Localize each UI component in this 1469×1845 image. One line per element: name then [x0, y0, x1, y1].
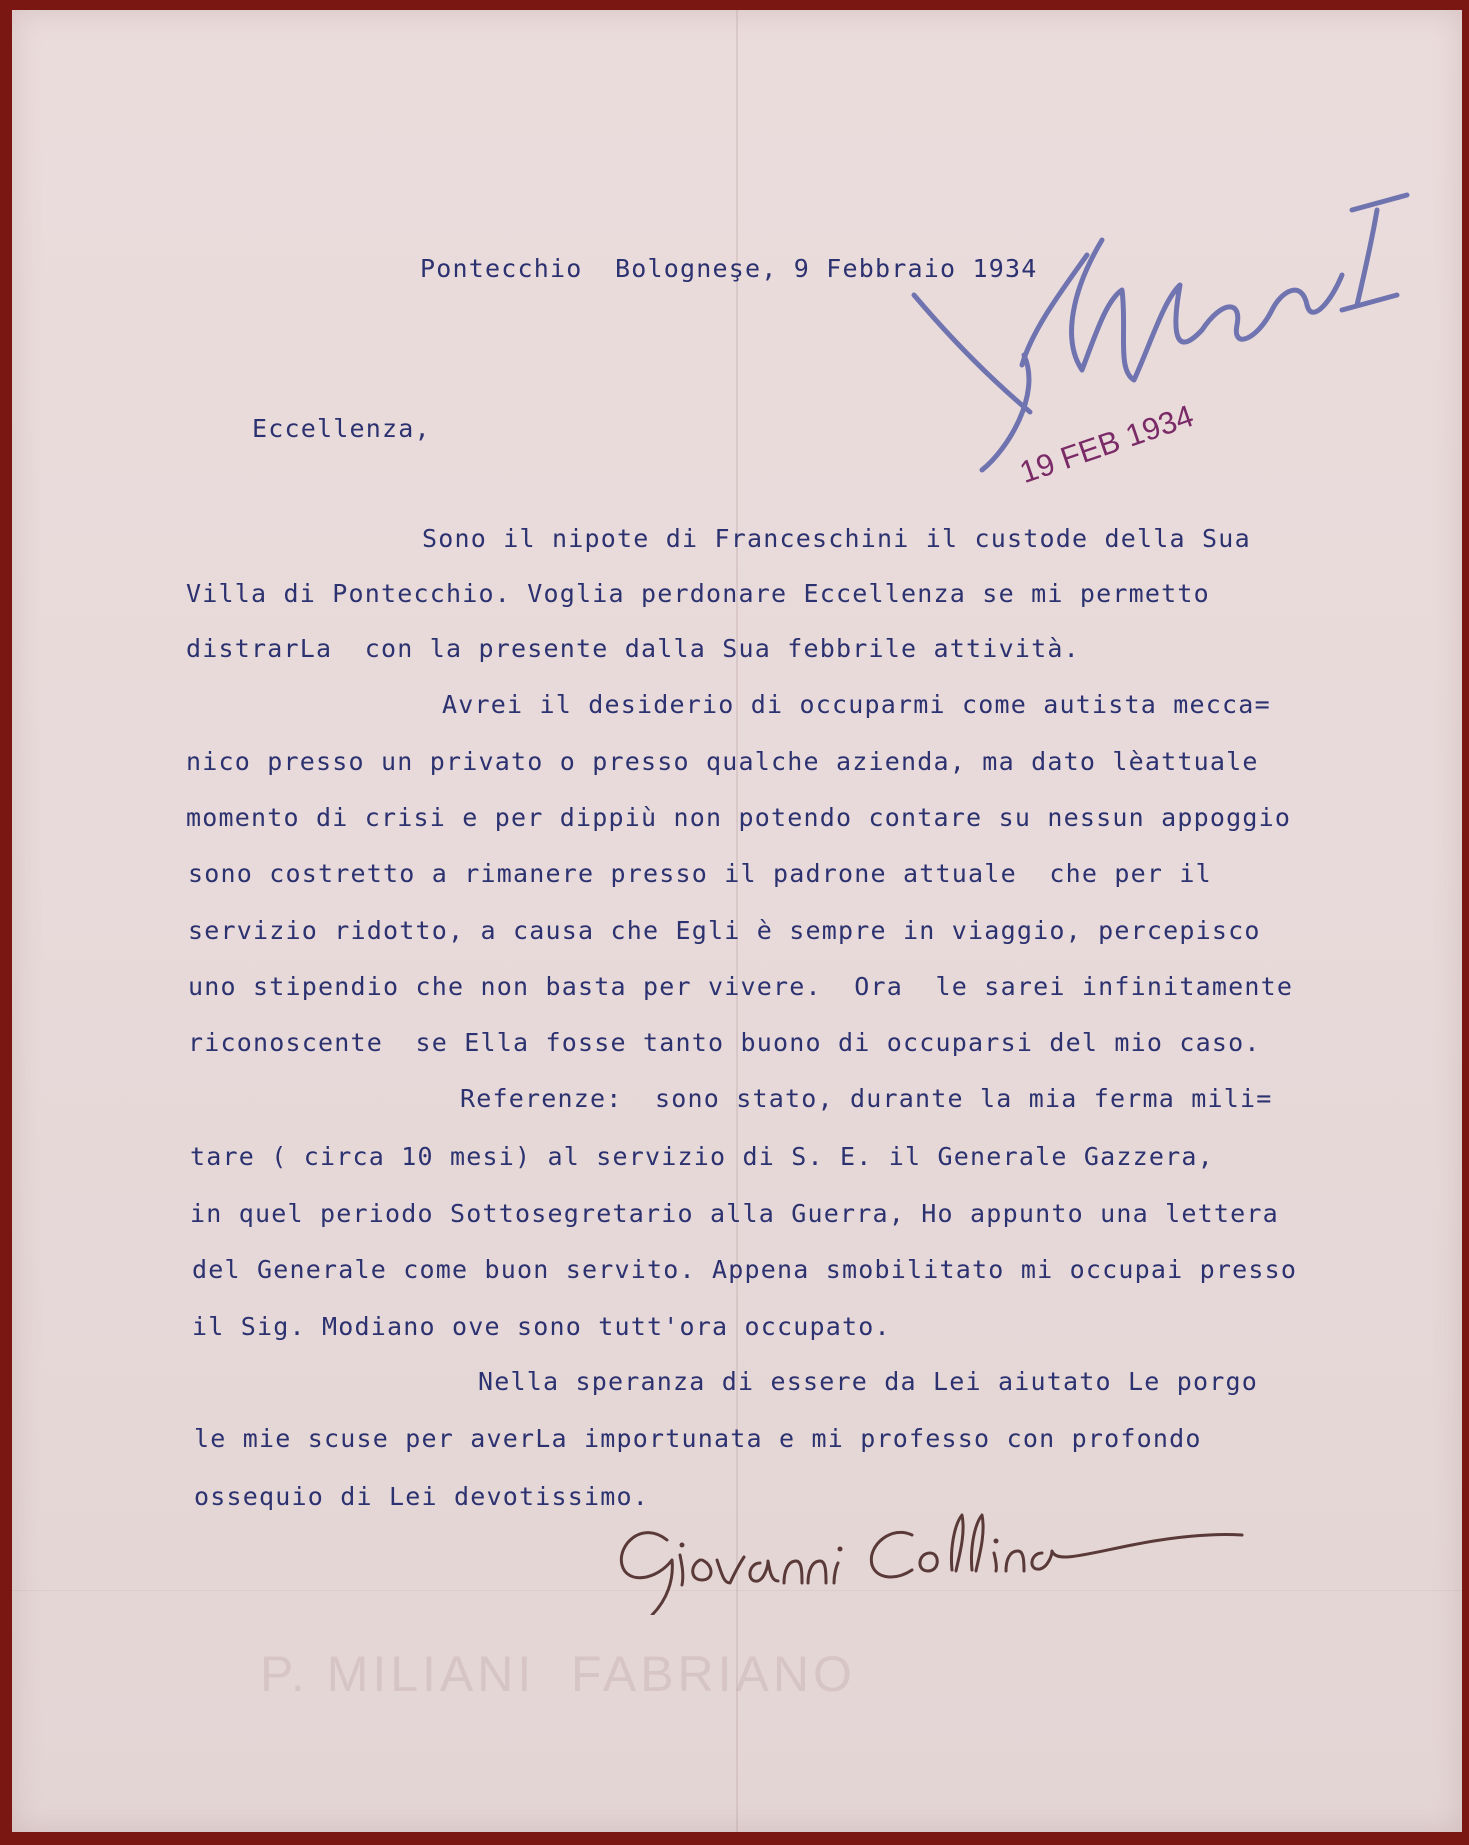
letter-line-4: Avrei il desiderio di occuparmi come autista mecca=	[442, 690, 1271, 719]
letter-line-8: servizio ridotto, a causa che Egli è sempre in viaggio, percepisco	[188, 916, 1261, 945]
place-date-line: Pontecchio Bologneşe, 9 Febbraio 1934	[420, 254, 1038, 283]
annotation-x-stroke-1	[1022, 255, 1087, 365]
letter-line-11: Referenze: sono stato, durante la mia ferma mili=	[460, 1084, 1273, 1113]
letter-line-16: Nella speranza di essere da Lei aiutato Le porgo	[478, 1367, 1259, 1396]
handwritten-signature	[612, 1505, 1252, 1615]
letter-line-15: il Sig. Modiano ove sono tutt'ora occupato.	[192, 1312, 891, 1341]
signature-letter-a-tail	[1032, 1534, 1242, 1569]
signature-letter-i3	[994, 1553, 996, 1571]
signature-letter-l2	[971, 1515, 983, 1571]
signature-letter-n	[784, 1561, 802, 1583]
letter-line-1: Sono il nipote di Franceschini il custode della Sua	[422, 524, 1251, 553]
letter-line-3: distrarLa con la presente dalla Sua febbrile attività.	[186, 634, 1080, 663]
annotation-name-scrawl	[1072, 240, 1342, 380]
letter-line-17: le mie scuse per averLa importunata e mi professo con profondo	[194, 1424, 1202, 1453]
letter-line-18: ossequio di Lei devotissimo.	[194, 1482, 650, 1511]
annotation-roman-i-top	[1352, 195, 1407, 210]
signature-dot-i2	[838, 1547, 843, 1552]
signature-letter-n3	[1006, 1551, 1024, 1571]
letter-line-5: nico presso un privato o presso qualche azienda, ma dato lèattuale	[186, 747, 1259, 776]
annotation-roman-i	[1357, 210, 1377, 305]
letter-line-2: Villa di Pontecchio. Voglia perdonare Eccellenza se mi permetto	[186, 579, 1210, 608]
letter-line-6: momento di crisi e per dippiù non potendo contare su nessun appoggio	[186, 803, 1292, 832]
letter-line-12: tare ( circa 10 mesi) al servizio di S. E. il Generale Gazzera,	[190, 1142, 1214, 1171]
letter-sheet	[12, 10, 1462, 1832]
signature-dot-i	[680, 1543, 685, 1548]
signature-letter-a	[750, 1561, 778, 1581]
signature-letter-i2	[834, 1563, 838, 1583]
signature-letter-o	[693, 1560, 711, 1580]
letter-line-9: uno stipendio che non basta per vivere. Ora le sarei infinitamente	[188, 972, 1294, 1001]
letter-line-7: sono costretto a rimanere presso il padrone attuale che per il	[188, 859, 1212, 888]
letter-line-10: riconoscente se Ella fosse tanto buono di occuparsi del mio caso.	[188, 1028, 1261, 1057]
signature-dot-i3	[994, 1539, 999, 1544]
date-received-stamp: 19 FEB 1934	[1015, 398, 1198, 491]
signature-letter-o2	[920, 1553, 937, 1571]
signature-letter-l	[951, 1515, 963, 1571]
annotation-roman-i-bottom	[1342, 295, 1397, 310]
signature-letter-v	[717, 1557, 744, 1583]
pencil-annotation	[902, 180, 1462, 500]
letter-line-13: in quel periodo Sottosegretario alla Guerra, Ho appunto una lettera	[190, 1199, 1279, 1228]
signature-letter-i	[680, 1555, 683, 1585]
signature-letter-g	[621, 1533, 672, 1615]
signature-letter-n2	[808, 1561, 826, 1583]
salutation: Eccellenza,	[252, 414, 431, 443]
signature-letter-c	[871, 1532, 912, 1577]
letter-line-14: del Generale come buon servito. Appena smobilitato mi occupai presso	[192, 1255, 1298, 1284]
paper-watermark: P. MILIANI FABRIANO	[260, 1646, 856, 1702]
annotation-x-stroke-2	[914, 295, 1030, 412]
